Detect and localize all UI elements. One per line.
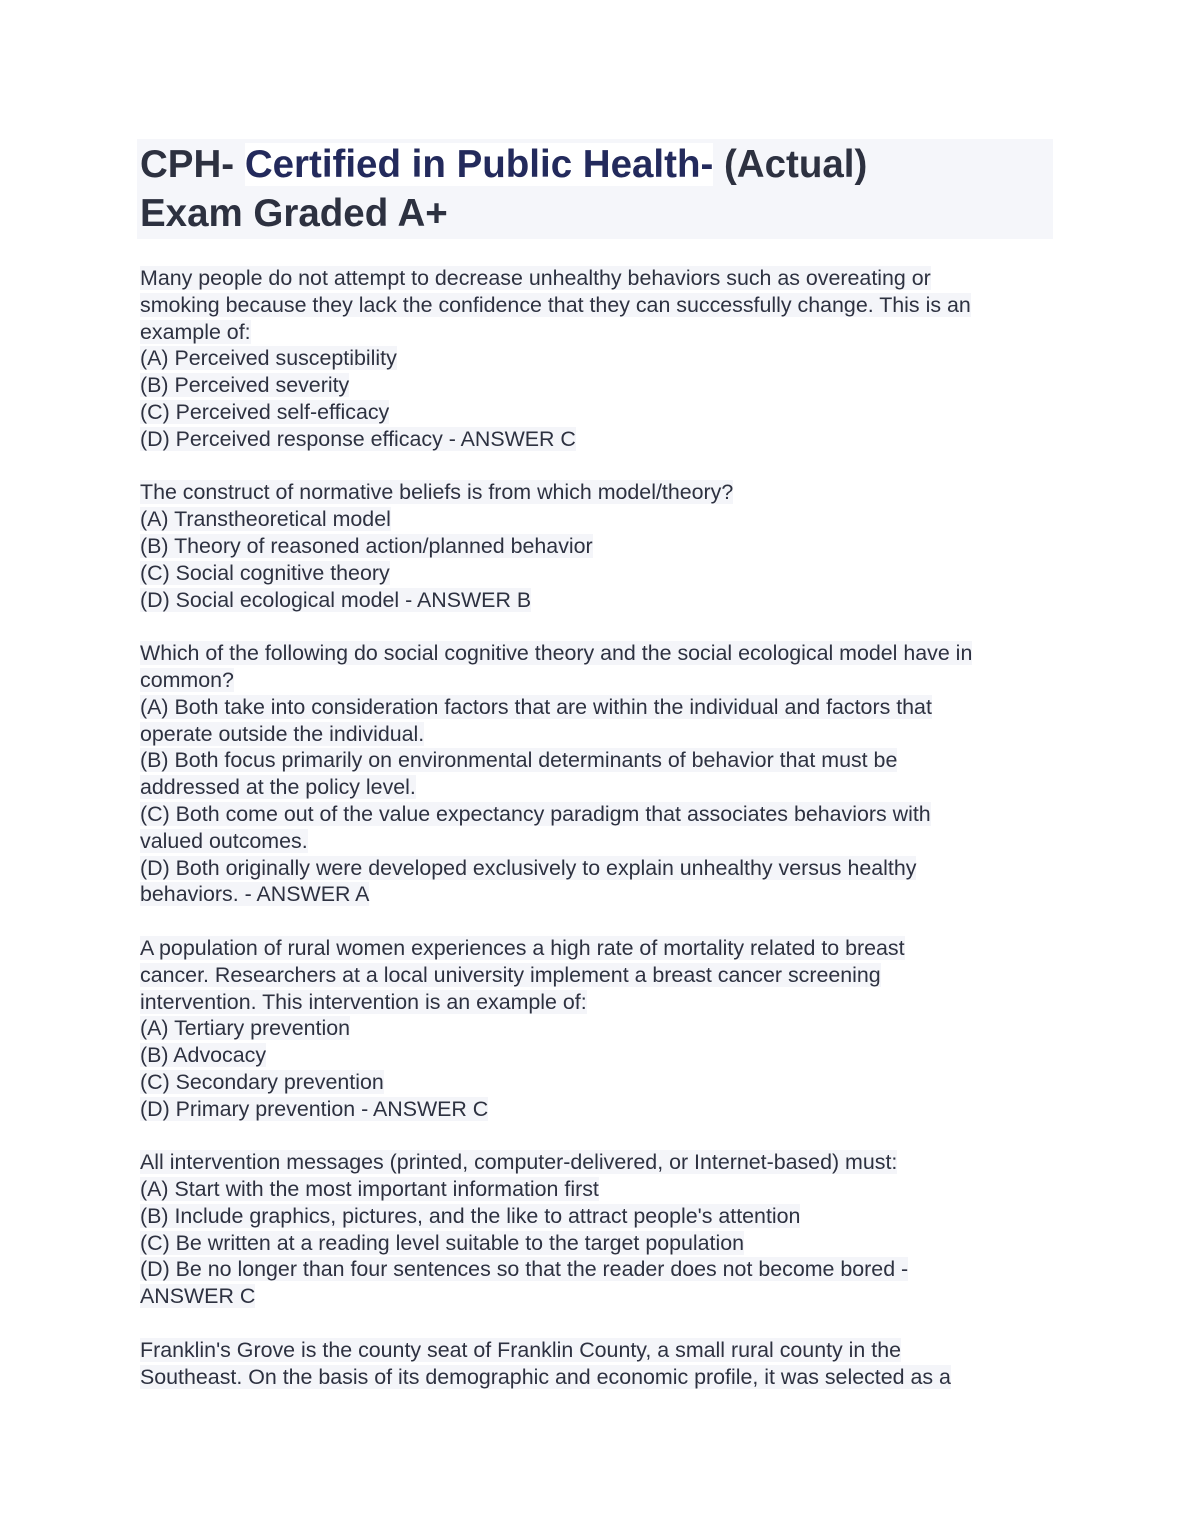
- question-block: [140, 479, 972, 613]
- question-line: [140, 881, 972, 908]
- question-line: [140, 855, 972, 882]
- question-line: [140, 1337, 972, 1364]
- line-text: Many people do not attempt to decrease unhealthy behaviors such as overeating or: [140, 266, 931, 290]
- question-line: [140, 1069, 972, 1096]
- line-text: (C) Secondary prevention: [140, 1069, 384, 1094]
- line-text: intervention. This intervention is an example of:: [140, 989, 587, 1014]
- title-line-2: Exam Graded A+: [140, 192, 448, 235]
- paragraph-gap: [140, 908, 972, 935]
- question-line: [140, 828, 972, 855]
- question-line: [140, 747, 972, 774]
- question-line: [140, 774, 972, 801]
- line-text: ANSWER C: [140, 1284, 256, 1309]
- line-text: (B) Include graphics, pictures, and the like to attract people's attention: [140, 1203, 801, 1228]
- paragraph-gap: [140, 453, 972, 480]
- question-line: [140, 640, 972, 667]
- line-text: (B) Perceived severity: [140, 373, 350, 398]
- question-line: [140, 479, 972, 506]
- paragraph-gap: [140, 613, 972, 640]
- line-text: (B) Both focus primarily on environmental determinants of behavior that must be: [140, 748, 898, 773]
- question-line: [140, 399, 972, 426]
- question-line: [140, 1283, 972, 1310]
- question-line: [140, 1149, 972, 1176]
- question-line: [140, 1364, 972, 1391]
- title-prefix: CPH-: [140, 143, 245, 186]
- question-block: [140, 640, 972, 908]
- line-text: (A) Perceived susceptibility: [140, 346, 397, 371]
- question-line: [140, 506, 972, 533]
- line-text: operate outside the individual.: [140, 721, 425, 746]
- line-text: Which of the following do social cognitive theory and the social ecological model have in: [140, 641, 973, 666]
- line-text: (C) Both come out of the value expectancy paradigm that associates behaviors with: [140, 801, 931, 826]
- question-block: [140, 935, 972, 1123]
- line-text: (D) Be no longer than four sentences so that the reader does not become bored -: [140, 1257, 909, 1282]
- question-block: [140, 1149, 972, 1310]
- line-text: (B) Theory of reasoned action/planned behavior: [140, 533, 593, 558]
- question-line: [140, 345, 972, 372]
- line-text: addressed at the policy level.: [140, 775, 416, 800]
- line-text: (D) Perceived response efficacy - ANSWER C: [140, 426, 576, 451]
- question-line: [140, 292, 972, 319]
- line-text: Franklin's Grove is the county seat of Franklin County, a small rural county in the: [140, 1337, 902, 1362]
- line-text: common?: [140, 667, 234, 692]
- line-text: (A) Start with the most important information first: [140, 1177, 599, 1202]
- line-text: (B) Advocacy: [140, 1043, 267, 1068]
- question-line: [140, 560, 972, 587]
- question-line: [140, 989, 972, 1016]
- title-highlight: Certified in Public Health-: [244, 143, 714, 186]
- line-text: (D) Primary prevention - ANSWER C: [140, 1096, 489, 1121]
- question-line: [140, 1015, 972, 1042]
- question-line: [140, 319, 972, 346]
- line-text: (A) Transtheoretical model: [140, 507, 391, 532]
- question-line: [140, 935, 972, 962]
- question-line: [140, 694, 972, 721]
- question-line: [140, 1176, 972, 1203]
- line-text: (D) Both originally were developed exclusively to explain unhealthy versus healthy: [140, 855, 917, 880]
- question-block: [140, 1337, 972, 1391]
- question-line: [140, 587, 972, 614]
- document-title: [140, 140, 867, 238]
- question-line: [140, 962, 972, 989]
- question-line: [140, 426, 972, 453]
- question-line: [140, 1256, 972, 1283]
- title-suffix: (Actual): [713, 143, 868, 186]
- question-block: [140, 265, 972, 453]
- question-line: [140, 667, 972, 694]
- question-line: [140, 265, 972, 292]
- questions-list: [140, 265, 972, 1390]
- question-line: [140, 1203, 972, 1230]
- line-text: (C) Social cognitive theory: [140, 560, 390, 585]
- paragraph-gap: [140, 1123, 972, 1150]
- line-text: example of:: [140, 319, 251, 344]
- line-text: The construct of normative beliefs is from which model/theory?: [140, 480, 734, 505]
- line-text: (A) Tertiary prevention: [140, 1016, 351, 1041]
- line-text: cancer. Researchers at a local university implement a breast cancer screening: [140, 962, 881, 987]
- question-line: [140, 1230, 972, 1257]
- question-line: [140, 801, 972, 828]
- line-text: (C) Be written at a reading level suitable to the target population: [140, 1230, 745, 1255]
- line-text: valued outcomes.: [140, 828, 308, 853]
- line-text: A population of rural women experiences a high rate of mortality related to breast: [140, 935, 905, 960]
- paragraph-gap: [140, 1310, 972, 1337]
- line-text: (A) Both take into consideration factors that are within the individual and factors that: [140, 694, 932, 719]
- question-line: [140, 372, 972, 399]
- line-text: smoking because they lack the confidence that they can successfully change. This is an: [140, 292, 971, 317]
- line-text: Southeast. On the basis of its demographic and economic profile, it was selected as a: [140, 1364, 951, 1389]
- line-text: (C) Perceived self-efficacy: [140, 399, 390, 424]
- question-line: [140, 533, 972, 560]
- question-line: [140, 721, 972, 748]
- question-line: [140, 1096, 972, 1123]
- line-text: All intervention messages (printed, computer-delivered, or Internet-based) must:: [140, 1150, 898, 1175]
- line-text: behaviors. - ANSWER A: [140, 882, 370, 907]
- line-text: (D) Social ecological model - ANSWER B: [140, 587, 532, 612]
- question-line: [140, 1042, 972, 1069]
